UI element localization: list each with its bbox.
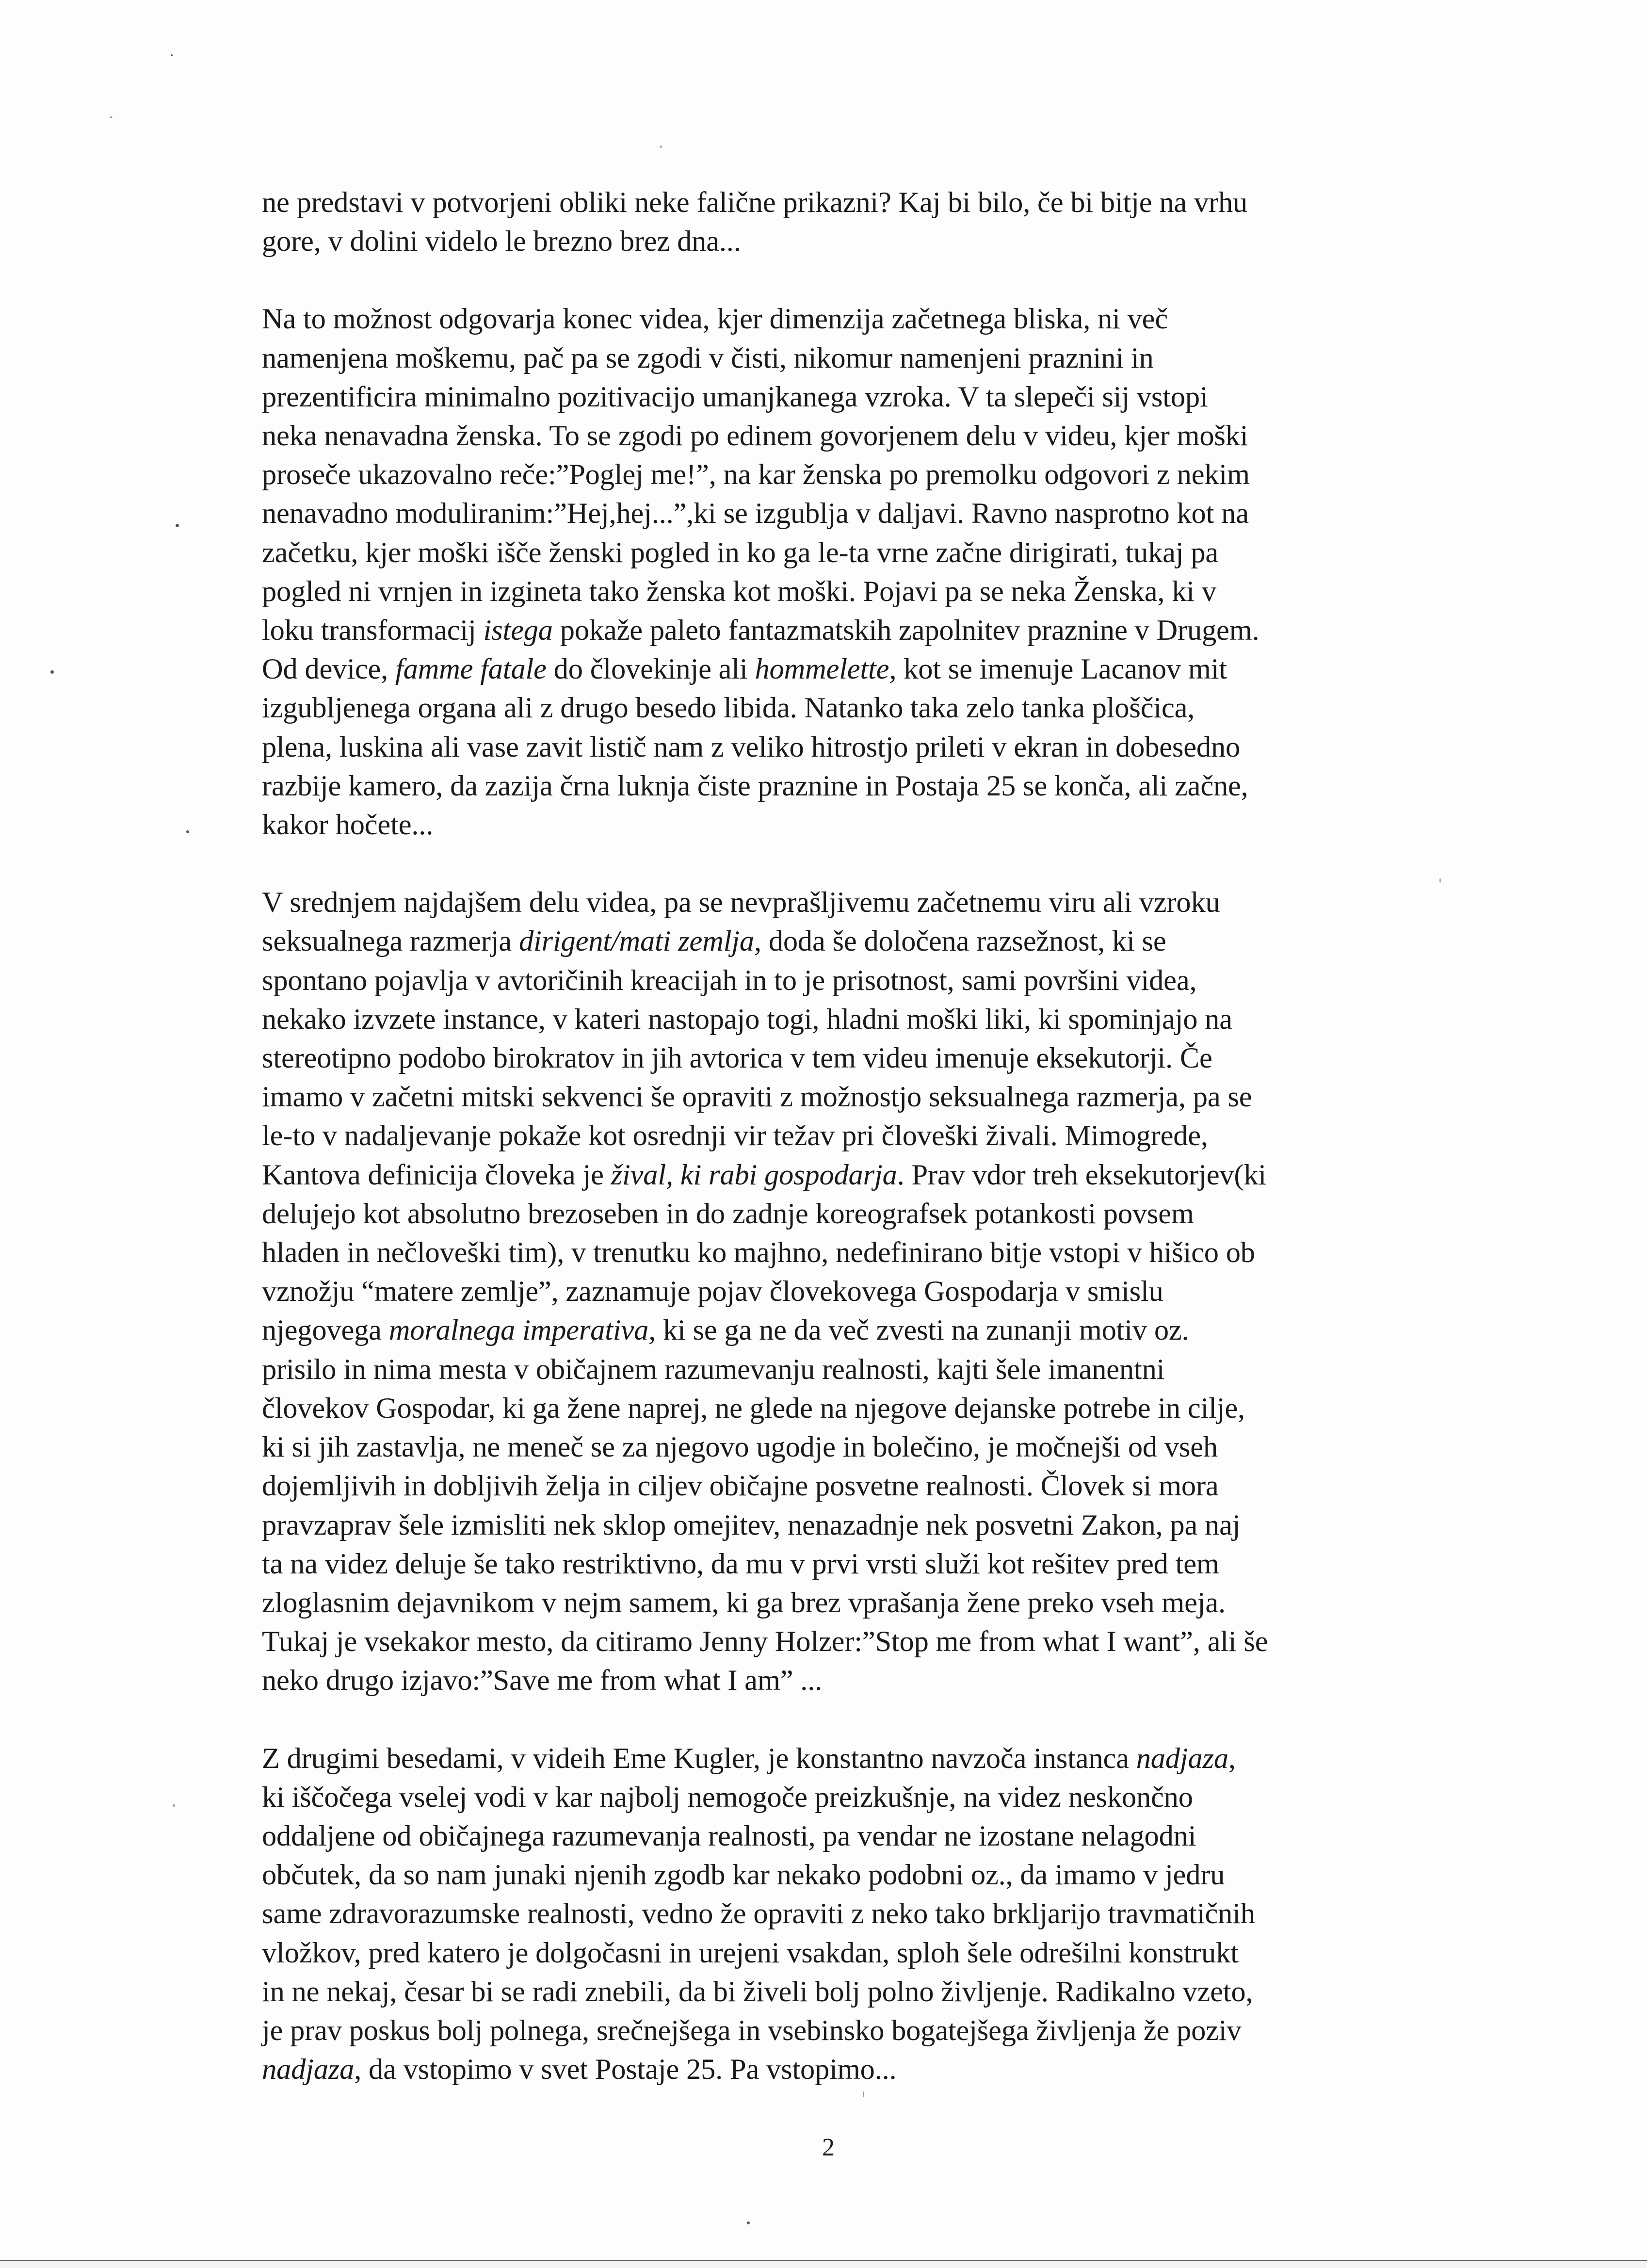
text-line (262, 1039, 1416, 1078)
text-run: plena, luskina ali vase zavit listič nam z veliko hitrostjo prileti v ekran in dobesedno (262, 730, 1241, 763)
text-line (262, 1272, 1416, 1311)
text-run: imamo v začetni mitski sekvenci še opraviti z možnostjo seksualnega razmerja, pa se (262, 1081, 1252, 1114)
text-run: do človekinje ali (546, 653, 755, 686)
text-line (262, 961, 1416, 1000)
text-line (262, 2011, 1416, 2050)
text-run: V srednjem najdajšem delu videa, pa se nevprašljivemu začetnemu viru ali vzroku (262, 886, 1220, 919)
text-line (262, 1856, 1416, 1895)
text-line (262, 689, 1416, 728)
text-line (262, 2050, 1416, 2089)
scan-speck (173, 1804, 175, 1807)
text-run: zloglasnim dejavnikom v nejm samem, ki ga brez vprašanja žene preko vseh meja. (262, 1586, 1226, 1619)
text-run: dojemljivih in dobljivih želja in ciljev običajne posvetne realnosti. Človek si mora (262, 1470, 1219, 1503)
text-run: ki se ga ne da več zvesti na zunanji motiv oz. (656, 1314, 1189, 1347)
text-line (262, 1428, 1416, 1467)
italic-text: dirigent/mati zemlja, (518, 925, 761, 958)
text-run: nekako izvzete instance, v kateri nastopajo togi, hladni moški liki, ki spominjajo na (262, 1003, 1232, 1036)
text-line (262, 1078, 1416, 1117)
text-run: proseče ukazovalno reče:”Poglej me!”, na kar ženska po premolku odgovori z nekim (262, 458, 1250, 491)
text-line (262, 1661, 1416, 1700)
text-run: Z drugimi besedami, v videih Eme Kugler, je konstantno navzoča instanca (262, 1742, 1136, 1775)
text-line (262, 728, 1416, 767)
text-run: pokaže paleto fantazmatskih zapolnitev praznine v Drugem. (552, 614, 1259, 647)
paragraph (262, 300, 1416, 844)
text-line (262, 1817, 1416, 1856)
text-run: nenavadno moduliranim:”Hej,hej...”,ki se izgublja v daljavi. Ravno nasprotno kot na (262, 497, 1249, 530)
text-run: kakor hočete... (262, 809, 434, 842)
text-line (262, 1584, 1416, 1622)
italic-text: famme fatale (395, 653, 547, 686)
text-line (262, 222, 1416, 261)
text-run: prezentificira minimalno pozitivacijo umanjkanega vzroka. V ta slepeči sij vstopi (262, 380, 1208, 413)
text-run: začetku, kjer moški išče ženski pogled in ko ga le-ta vrne začne dirigirati, tukaj pa (262, 536, 1219, 569)
text-run: namenjena moškemu, pač pa se zgodi v čisti, nikomur namenjeni praznini in (262, 341, 1154, 374)
text-line (262, 650, 1416, 689)
text-run: Tukaj je vsekakor mesto, da citiramo Jenny Holzer:”Stop me from what I want”, ali še (262, 1625, 1268, 1658)
scan-speck (171, 54, 173, 56)
text-line (262, 455, 1416, 494)
text-line (262, 339, 1416, 378)
text-run: izgubljenega organa ali z drugo besedo libida. Natanko taka zelo tanka ploščica, (262, 692, 1195, 725)
text-line (262, 1000, 1416, 1039)
text-run: njegovega (262, 1314, 389, 1347)
text-line (262, 572, 1416, 611)
text-run: in ne nekaj, česar bi se radi znebili, da bi živeli bolj polno življenje. Radikalno vzeto, (262, 1975, 1253, 2008)
text-run: pravzaprav šele izmisliti nek sklop omejitev, nenazadnje nek posvetni Zakon, pa naj (262, 1508, 1241, 1541)
text-line (262, 1311, 1416, 1350)
paragraph (262, 183, 1416, 261)
italic-text: hommelette, (755, 653, 897, 686)
text-run: človekov Gospodar, ki ga žene naprej, ne glede na njegove dejanske potrebe in cilje, (262, 1392, 1245, 1425)
text-line (262, 767, 1416, 806)
text-line (262, 1233, 1416, 1272)
text-run: loku transformacij (262, 614, 484, 647)
text-run: je prav poskus bolj polnega, srečnejšega in vsebinsko bogatejšega življenja že poziv (262, 2014, 1242, 2047)
italic-text: moralnega imperativa, (388, 1314, 656, 1347)
page-number: 2 (822, 2134, 835, 2161)
text-line (262, 534, 1416, 572)
text-line (262, 1156, 1416, 1195)
scan-speck (50, 670, 54, 674)
italic-text: žival, ki rabi gospodarja (611, 1158, 897, 1191)
text-line (262, 1973, 1416, 2011)
text-line (262, 1895, 1416, 1933)
text-run: prisilo in nima mesta v običajnem razumevanju realnosti, kajti šele imanentni (262, 1353, 1165, 1386)
text-run: Kantova definicija človeka je (262, 1158, 611, 1191)
scanner-background (0, 2261, 1647, 2268)
text-line (262, 417, 1416, 455)
scan-speck (176, 524, 179, 527)
text-run: pogled ni vrnjen in izgineta tako ženska kot moški. Pojavi pa se neka Ženska, ki v (262, 575, 1216, 608)
text-run: hladen in nečloveški tim), v trenutku ko majhno, nedefinirano bitje vstopi v hišico ob (262, 1236, 1255, 1269)
text-line (262, 1545, 1416, 1584)
text-line (262, 1778, 1416, 1817)
text-run: delujejo kot absolutno brezoseben in do zadnje koreografsek potankosti povsem (262, 1197, 1194, 1230)
text-run: vznožju “matere zemlje”, zaznamuje pojav človekovega Gospodarja v smislu (262, 1275, 1163, 1308)
text-run: spontano pojavlja v avtoričinih kreacijah in to je prisotnost, sami površini videa, (262, 964, 1197, 997)
text-line (262, 883, 1416, 922)
scan-speck (863, 2091, 864, 2097)
text-run: , (1228, 1742, 1236, 1775)
text-run: kot se imenuje Lacanov mit (896, 653, 1227, 686)
text-line (262, 611, 1416, 650)
text-line (262, 1195, 1416, 1233)
italic-text: nadjaza (1136, 1742, 1228, 1775)
text-run: le-to v nadaljevanje pokaže kot osrednji vir težav pri človeški živali. Mimogrede, (262, 1119, 1208, 1152)
text-run: seksualnega razmerja (262, 925, 519, 958)
scan-speck (1439, 878, 1441, 883)
text-run: stereotipno podobo birokratov in jih avtorica v tem videu imenuje eksekutorji. Če (262, 1042, 1212, 1075)
text-run: vložkov, pred katero je dolgočasni in urejeni vsakdan, sploh šele odrešilni konstrukt (262, 1936, 1239, 1969)
text-run: doda še določena razsežnost, ki se (761, 925, 1166, 958)
text-line (262, 300, 1416, 339)
text-run: neka nenavadna ženska. To se zgodi po edinem govorjenem delu v videu, kjer moški (262, 420, 1248, 453)
text-line (262, 1622, 1416, 1661)
text-run: razbije kamero, da zazija črna luknja čiste praznine in Postaja 25 se konča, ali začne, (262, 769, 1248, 802)
text-line (262, 1350, 1416, 1389)
text-run: same zdravorazumske realnosti, vedno že opraviti z neko tako brkljarijo travmatičnih (262, 1897, 1255, 1930)
paragraph (262, 1739, 1416, 2090)
italic-text: nadjaza (262, 2053, 355, 2086)
text-line (262, 494, 1416, 533)
text-line (262, 1389, 1416, 1428)
text-run: ki si jih zastavlja, ne meneč se za njegovo ugodje in bolečino, je močnejši od vseh (262, 1431, 1218, 1464)
document-body (262, 183, 1416, 2128)
scan-speck (186, 830, 189, 833)
scan-speck (660, 146, 662, 148)
text-run: oddaljene od običajnega razumevanja realnosti, pa vendar ne izostane nelagodni (262, 1819, 1196, 1852)
text-line (262, 1506, 1416, 1545)
text-run: ta na videz deluje še tako restriktivno, da mu v prvi vrsti služi kot rešitev pred tem (262, 1547, 1219, 1580)
text-line (262, 1739, 1416, 1778)
text-line (262, 378, 1416, 417)
text-line (262, 922, 1416, 961)
text-run: gore, v dolini videlo le brezno brez dna... (262, 225, 741, 258)
paper-bottom-edge (0, 2260, 1647, 2261)
text-line (262, 806, 1416, 844)
text-run: Od device, (262, 653, 395, 686)
scan-speck (110, 116, 113, 118)
paragraph (262, 883, 1416, 1700)
text-run: Na to možnost odgovarja konec videa, kjer dimenzija začetnega bliska, ni več (262, 303, 1168, 336)
text-line (262, 1467, 1416, 1506)
text-line (262, 183, 1416, 222)
italic-text: istega (483, 614, 553, 647)
text-run: neko drugo izjavo:”Save me from what I am” ... (262, 1664, 823, 1697)
text-run: občutek, da so nam junaki njenih zgodb kar nekako podobni oz., da imamo v jedru (262, 1859, 1225, 1892)
text-run: . Prav vdor treh eksekutorjev(ki (897, 1158, 1267, 1191)
text-line (262, 1117, 1416, 1155)
text-line (262, 1934, 1416, 1973)
text-run: , da vstopimo v svet Postaje 25. Pa vstopimo... (354, 2053, 897, 2086)
text-run: ne predstavi v potvorjeni obliki neke falične prikazni? Kaj bi bilo, če bi bitje na vrhu (262, 186, 1248, 219)
scan-speck (747, 2221, 750, 2224)
text-run: ki iščočega vselej vodi v kar najbolj nemogoče preizkušnje, na videz neskončno (262, 1781, 1193, 1814)
